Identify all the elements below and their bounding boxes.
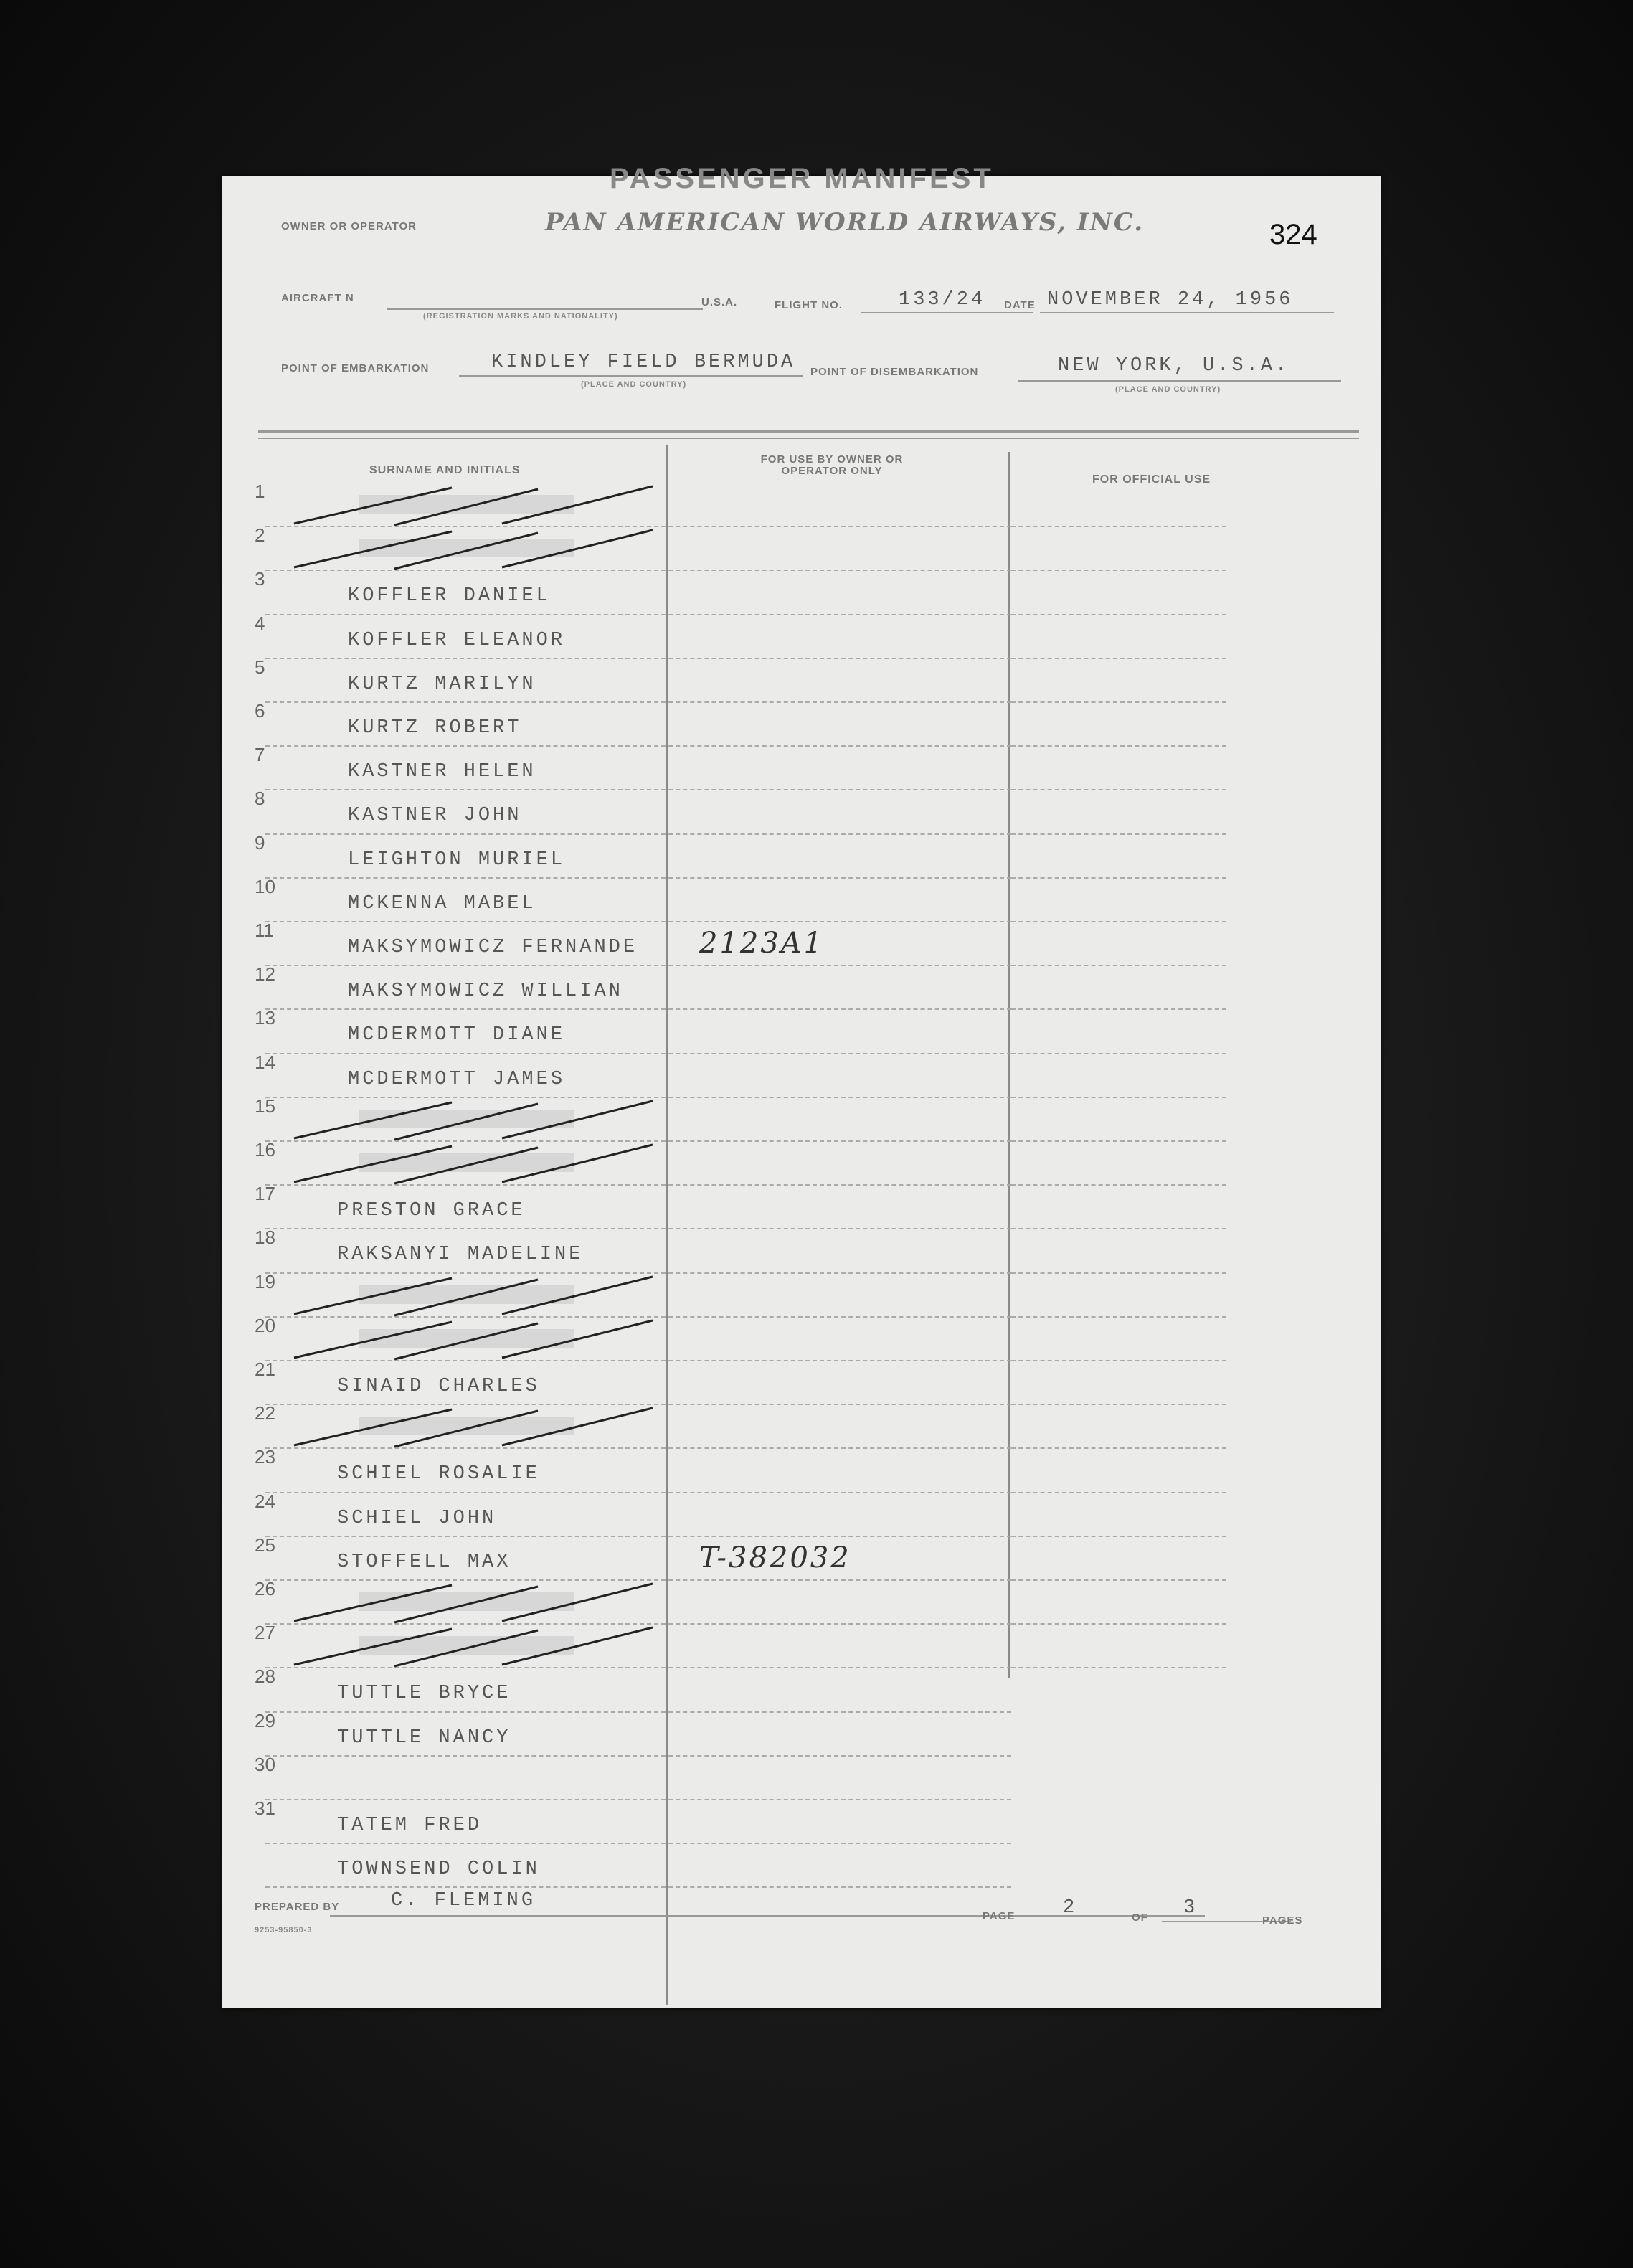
row-number: 13 <box>255 1007 275 1029</box>
table-row <box>222 920 1381 970</box>
official-rule <box>1011 1536 1226 1537</box>
row-number: 8 <box>255 788 265 810</box>
row-number: 2 <box>255 524 265 547</box>
disembark-value: NEW YORK, U.S.A. <box>1058 355 1290 377</box>
strike-through-marks <box>265 1578 696 1628</box>
col-owner-header-text: FOR USE BY OWNER OR OPERATOR ONLY <box>760 453 904 477</box>
passenger-name: RAKSANYI MADELINE <box>337 1244 584 1266</box>
passenger-name: KURTZ ROBERT <box>348 717 522 739</box>
strike-through-marks <box>265 481 696 531</box>
redaction-smudge <box>359 539 574 557</box>
row-number: 29 <box>255 1709 275 1731</box>
redaction-smudge <box>359 1592 574 1611</box>
page-value: 2 <box>1063 1897 1078 1919</box>
row-number: 19 <box>255 1270 275 1293</box>
aircraft-line <box>387 308 703 310</box>
strike-through-marks <box>265 1271 696 1321</box>
row-number: 5 <box>255 656 265 678</box>
passenger-name: STOFFELL MAX <box>337 1551 511 1573</box>
passenger-name: MCDERMOTT JAMES <box>348 1068 566 1090</box>
row-number: 25 <box>255 1534 275 1556</box>
row-number: 4 <box>255 612 265 634</box>
row-rule <box>265 965 1011 966</box>
table-row <box>222 1665 1381 1716</box>
row-rule <box>265 1492 1011 1493</box>
row-rule <box>265 1536 1011 1537</box>
passenger-name: PRESTON GRACE <box>337 1200 526 1222</box>
col-surname-header: SURNAME AND INITIALS <box>369 464 521 476</box>
flight-line <box>861 312 1033 313</box>
row-rule <box>265 1228 1011 1229</box>
official-rule <box>1011 921 1226 922</box>
row-number: 1 <box>255 481 265 502</box>
row-number: 26 <box>255 1578 275 1600</box>
passenger-name: SINAID CHARLES <box>337 1376 540 1397</box>
official-rule <box>1011 1272 1226 1274</box>
table-row <box>222 524 1381 575</box>
passenger-name: TUTTLE NANCY <box>337 1726 511 1749</box>
table-row <box>222 744 1381 795</box>
row-number: 21 <box>255 1359 275 1380</box>
passenger-name: MAKSYMOWICZ FERNANDE <box>348 937 638 958</box>
table-row <box>222 1622 1381 1673</box>
row-number: 15 <box>255 1095 275 1117</box>
official-rule <box>1011 965 1226 966</box>
embark-value: KINDLEY FIELD BERMUDA <box>491 351 796 373</box>
passenger-name: TUTTLE BRYCE <box>337 1683 511 1705</box>
passenger-name: SCHIEL ROSALIE <box>337 1463 540 1485</box>
official-rule <box>1011 1228 1226 1229</box>
row-rule <box>265 658 1011 659</box>
row-number: 28 <box>255 1665 275 1688</box>
row-number: 18 <box>255 1227 275 1249</box>
row-rule <box>265 745 1011 747</box>
row-number: 27 <box>255 1622 275 1644</box>
page-label: PAGE <box>983 1910 1016 1922</box>
official-rule <box>1011 1667 1226 1668</box>
row-number: 10 <box>255 875 275 897</box>
row-number: 24 <box>255 1490 275 1512</box>
flight-value: 133/24 <box>899 289 986 311</box>
disembark-note: (PLACE AND COUNTRY) <box>1115 385 1221 394</box>
passenger-name: KASTNER HELEN <box>348 761 536 783</box>
prepared-label: PREPARED BY <box>255 1901 340 1913</box>
usa-label: U.S.A. <box>701 296 738 308</box>
pages-label: PAGES <box>1262 1914 1303 1927</box>
manifest-page <box>222 163 1381 2008</box>
official-rule <box>1011 1097 1226 1098</box>
official-rule <box>1011 1184 1226 1186</box>
disembark-line <box>1018 380 1341 382</box>
date-line <box>1040 312 1334 313</box>
embark-note: (PLACE AND COUNTRY) <box>581 380 687 389</box>
official-rule <box>1011 1008 1226 1010</box>
passenger-name: KOFFLER ELEANOR <box>348 629 566 651</box>
official-rule <box>1011 658 1226 659</box>
row-rule <box>265 1886 1011 1888</box>
row-number: 3 <box>255 568 265 590</box>
date-label: DATE <box>1004 299 1036 311</box>
owner-value: PAN AMERICAN WORLD AIRWAYS, INC. <box>545 208 1145 237</box>
row-number: 9 <box>255 831 265 854</box>
row-number: 6 <box>255 700 265 722</box>
table-top-rule-2 <box>258 438 1359 439</box>
official-rule <box>1011 745 1226 747</box>
redaction-smudge <box>359 1153 574 1172</box>
row-rule <box>265 921 1011 922</box>
row-number: 14 <box>255 1051 275 1073</box>
passenger-name: KOFFLER DANIEL <box>348 585 551 608</box>
strike-through-marks <box>265 1095 696 1145</box>
redaction-smudge <box>359 1285 574 1304</box>
official-rule <box>1011 526 1226 527</box>
row-rule <box>265 1755 1011 1757</box>
flight-label: FLIGHT NO. <box>775 299 843 311</box>
row-rule <box>265 701 1011 703</box>
table-row <box>222 1402 1381 1453</box>
official-rule <box>1011 1360 1226 1361</box>
table-row <box>222 1848 1381 1892</box>
registration-note: (REGISTRATION MARKS AND NATIONALITY) <box>423 312 618 321</box>
row-rule <box>265 1053 1011 1054</box>
passenger-name: TOWNSEND COLIN <box>337 1858 540 1881</box>
redaction-smudge <box>359 1110 574 1128</box>
official-rule <box>1011 1316 1226 1318</box>
operator-note: T-382032 <box>699 1541 851 1574</box>
passenger-name: MAKSYMOWICZ WILLIAN <box>348 981 623 1003</box>
table-top-rule <box>258 430 1359 433</box>
row-number: 16 <box>255 1139 275 1161</box>
official-rule <box>1011 1623 1226 1625</box>
row-rule <box>265 789 1011 790</box>
official-rule <box>1011 877 1226 879</box>
strike-through-marks <box>265 1315 696 1365</box>
passenger-name: LEIGHTON MURIEL <box>348 849 566 871</box>
row-number: 22 <box>255 1402 275 1424</box>
prepared-value: C. FLEMING <box>391 1890 536 1912</box>
row-number: 11 <box>255 920 274 941</box>
table-row <box>222 1797 1381 1848</box>
embark-line <box>459 375 803 377</box>
table-row <box>222 1709 1381 1761</box>
row-rule <box>265 1008 1011 1010</box>
row-number: 7 <box>255 744 265 766</box>
table-row <box>222 1183 1381 1234</box>
col-owner-header <box>753 454 911 477</box>
passenger-name: KASTNER JOHN <box>348 805 522 827</box>
of-value: 3 <box>1183 1897 1198 1919</box>
passenger-name: KURTZ MARILYN <box>348 673 536 695</box>
row-rule <box>265 1711 1011 1713</box>
row-number: 20 <box>255 1314 275 1336</box>
form-number: 9253-95850-3 <box>255 1926 313 1934</box>
official-rule <box>1011 701 1226 703</box>
strike-through-marks <box>265 1622 696 1672</box>
table-row <box>222 568 1381 619</box>
redaction-smudge <box>359 495 574 514</box>
passenger-name: MCKENNA MABEL <box>348 892 536 915</box>
of-label: OF <box>1132 1912 1148 1924</box>
table-row <box>222 875 1381 927</box>
page-stamp: 324 <box>1269 219 1317 250</box>
table-row <box>222 1490 1381 1541</box>
table-row <box>222 612 1381 663</box>
date-value: NOVEMBER 24, 1956 <box>1047 289 1294 311</box>
operator-note: 2123A1 <box>699 927 825 960</box>
table-row <box>222 1446 1381 1497</box>
redaction-smudge <box>359 1329 574 1348</box>
table-row <box>222 1007 1381 1058</box>
official-rule <box>1011 789 1226 790</box>
official-rule <box>1011 1404 1226 1405</box>
row-rule <box>265 877 1011 879</box>
row-rule <box>265 614 1011 615</box>
table-row <box>222 700 1381 751</box>
aircraft-label: AIRCRAFT N <box>281 292 354 304</box>
redaction-smudge <box>359 1636 574 1655</box>
official-rule <box>1011 1579 1226 1581</box>
redaction-smudge <box>359 1417 574 1435</box>
row-number: 31 <box>255 1797 275 1819</box>
table-row <box>222 656 1381 707</box>
table-row <box>222 788 1381 838</box>
passenger-name: MCDERMOTT DIANE <box>348 1024 566 1046</box>
official-rule <box>1011 570 1226 571</box>
strike-through-marks <box>265 524 696 575</box>
row-number: 12 <box>255 963 275 986</box>
disembark-label: POINT OF DISEMBARKATION <box>810 366 979 378</box>
official-rule <box>1011 1492 1226 1493</box>
row-number: 30 <box>255 1753 275 1775</box>
table-row <box>222 1139 1381 1190</box>
strike-through-marks <box>265 1402 696 1452</box>
owner-label: OWNER OR OPERATOR <box>281 220 417 232</box>
official-rule <box>1011 1053 1226 1054</box>
table-row <box>222 831 1381 883</box>
row-rule <box>265 833 1011 835</box>
row-number: 23 <box>255 1446 275 1468</box>
row-rule <box>265 1799 1011 1800</box>
row-number: 17 <box>255 1183 275 1205</box>
embark-label: POINT OF EMBARKATION <box>281 362 430 374</box>
table-row <box>222 1314 1381 1366</box>
official-rule <box>1011 1140 1226 1142</box>
official-rule <box>1011 1447 1226 1449</box>
col-official-header: FOR OFFICIAL USE <box>1092 473 1211 486</box>
passenger-name: TATEM FRED <box>337 1815 483 1836</box>
strike-through-marks <box>265 1139 696 1189</box>
official-rule <box>1011 614 1226 615</box>
table-row <box>222 1753 1381 1805</box>
row-rule <box>265 1843 1011 1844</box>
form-title: PASSENGER MANIFEST <box>610 163 994 194</box>
official-rule <box>1011 833 1226 835</box>
passenger-name: SCHIEL JOHN <box>337 1507 497 1529</box>
table-row <box>222 963 1381 1014</box>
